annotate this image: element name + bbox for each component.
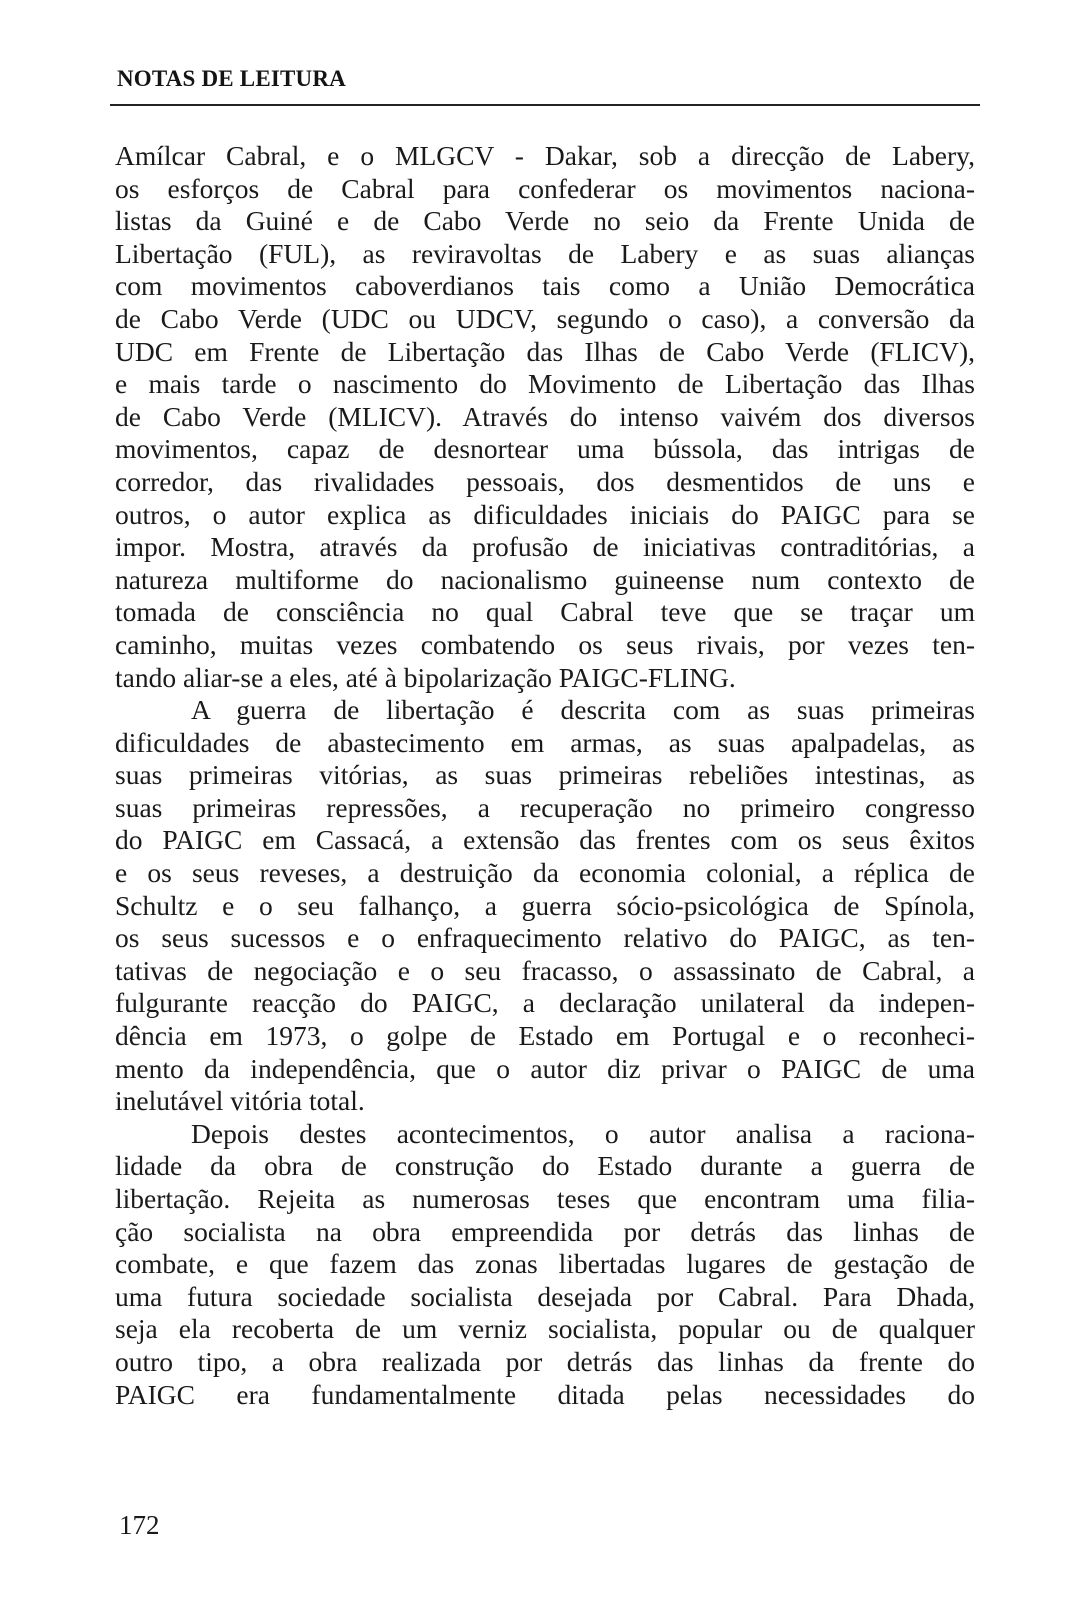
text-line: mento da independência, que o autor diz privar o PAIGC de uma [115,1052,975,1084]
text-line: listas da Guiné e de Cabo Verde no seio da Frente Unida de [115,205,975,237]
text-line: dência em 1973, o golpe de Estado em Portugal e o reconheci- [115,1020,975,1052]
text-line: tomada de consciência no qual Cabral teve que se traçar um [115,596,975,628]
text-line: e os seus reveses, a destruição da economia colonial, a réplica de [115,857,975,889]
text-line: Libertação (FUL), as reviravoltas de Labery e as suas alianças [115,237,975,269]
text-line: UDC em Frente de Libertação das Ilhas de Cabo Verde (FLICV), [115,335,975,367]
text-line: caminho, muitas vezes combatendo os seus rivais, por vezes ten- [115,628,975,660]
text-line: Schultz e o seu falhanço, a guerra sócio-psicológica de Spínola, [115,889,975,921]
text-line: Amílcar Cabral, e o MLGCV - Dakar, sob a direcção de Labery, [115,140,975,171]
paragraph-first-line: A guerra de libertação é descrita com as suas primeiras [191,694,975,726]
body-text [115,140,975,1411]
text-line: suas primeiras repressões, a recuperação no primeiro congresso [115,791,975,823]
text-line: os esforços de Cabral para confederar os movimentos naciona- [115,172,975,204]
text-line: lidade da obra de construção do Estado durante a guerra de [115,1150,975,1182]
text-line: outros, o autor explica as dificuldades iniciais do PAIGC para se [115,498,975,530]
text-line: outro tipo, a obra realizada por detrás das linhas da frente do [115,1345,975,1377]
page-number: 172 [119,1510,160,1540]
text-line: suas primeiras vitórias, as suas primeiras rebeliões intestinas, as [115,759,975,791]
text-line: corredor, das rivalidades pessoais, dos desmentidos de uns e [115,465,975,497]
running-header-title: NOTAS DE LEITURA [117,66,346,91]
text-line: seja ela recoberta de um verniz socialista, popular ou de qualquer [115,1313,975,1345]
text-line: tativas de negociação e o seu fracasso, o assassinato de Cabral, a [115,954,975,986]
text-line: combate, e que fazem das zonas libertadas lugares de gestação de [115,1248,975,1280]
text-line: PAIGC era fundamentalmente ditada pelas necessidades do [115,1378,975,1410]
text-line: natureza multiforme do nacionalismo guineense num contexto de [115,563,975,595]
text-line: movimentos, capaz de desnortear uma bússola, das intrigas de [115,433,975,465]
text-line: de Cabo Verde (UDC ou UDCV, segundo o caso), a conversão da [115,302,975,334]
paragraph-first-line: Depois destes acontecimentos, o autor analisa a raciona- [191,1117,975,1149]
text-line: de Cabo Verde (MLICV). Através do intenso vaivém dos diversos [115,400,975,432]
text-line: dificuldades de abastecimento em armas, as suas apalpadelas, as [115,726,975,758]
text-line: uma futura sociedade socialista desejada por Cabral. Para Dhada, [115,1280,975,1312]
text-line: e mais tarde o nascimento do Movimento de Libertação das Ilhas [115,368,975,400]
text-line: libertação. Rejeita as numerosas teses que encontram uma filia- [115,1183,975,1214]
text-line: com movimentos caboverdianos tais como a União Democrática [115,270,975,302]
text-line: ção socialista na obra empreendida por detrás das linhas de [115,1215,975,1247]
text-line: inelutável vitória total. [115,1085,365,1117]
text-line: do PAIGC em Cassacá, a extensão das frentes com os seus êxitos [115,824,975,856]
text-line: fulgurante reacção do PAIGC, a declaração unilateral da indepen- [115,987,975,1019]
text-line: tando aliar-se a eles, até à bipolarização PAIGC-FLING. [115,661,736,693]
text-line: os seus sucessos e o enfraquecimento relativo do PAIGC, as ten- [115,922,975,954]
text-line: impor. Mostra, através da profusão de iniciativas contraditórias, a [115,531,975,563]
header-divider [110,104,980,106]
